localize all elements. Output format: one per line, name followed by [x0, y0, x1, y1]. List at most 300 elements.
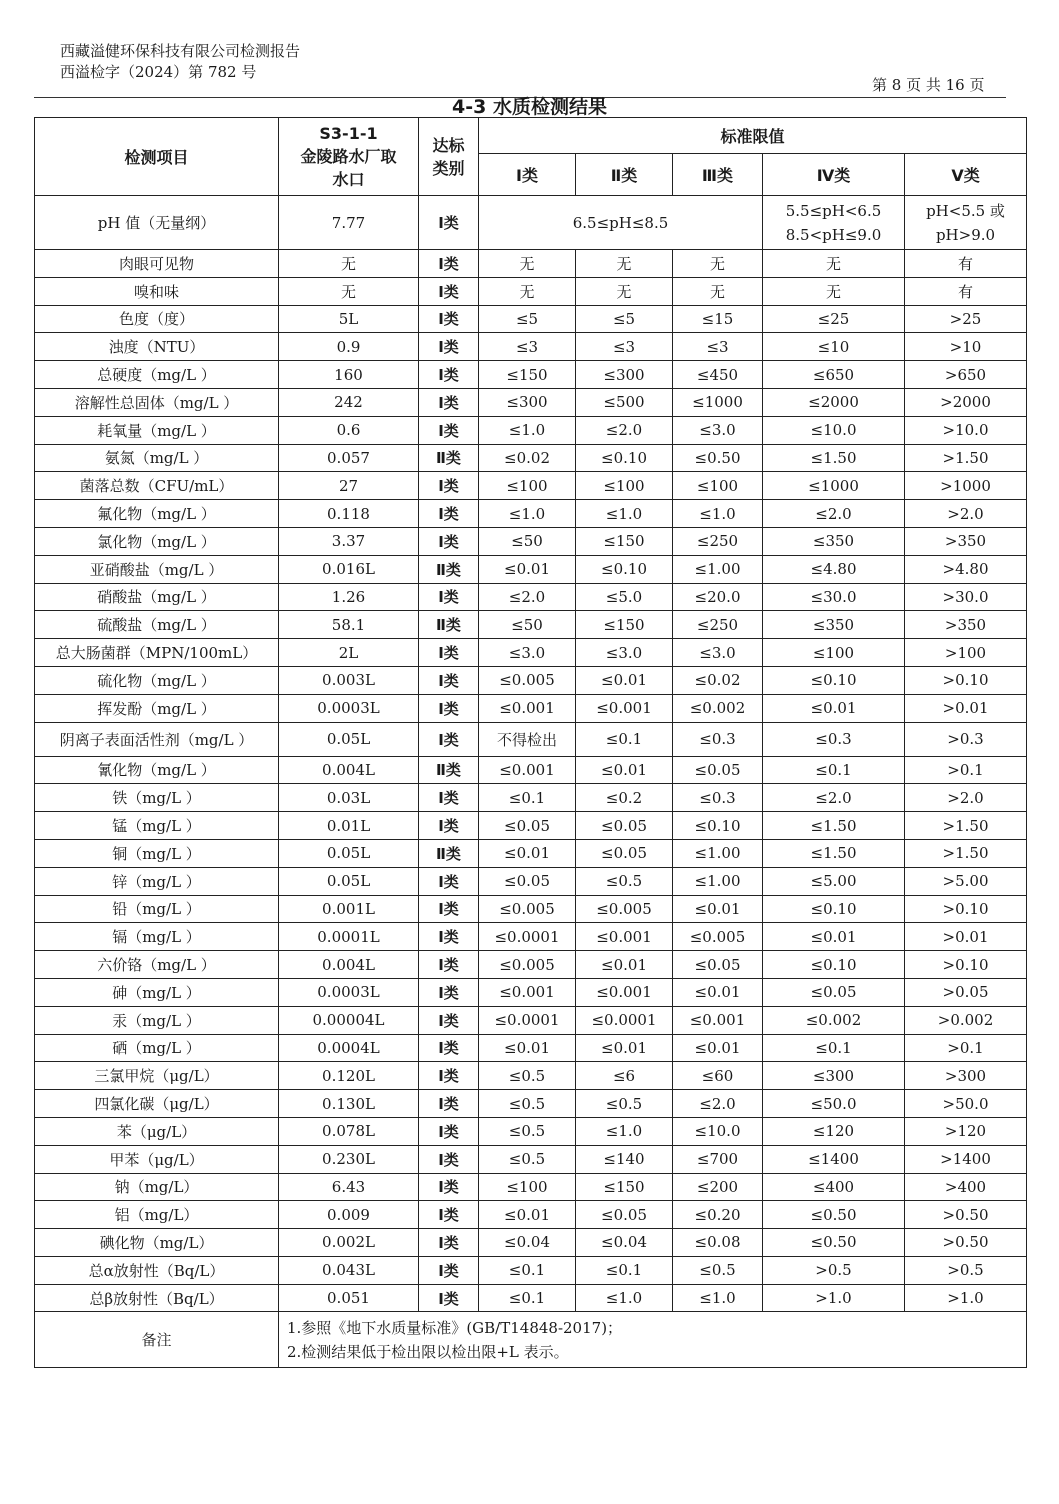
cell-limit-1: ≤0.5 — [479, 1117, 576, 1145]
cell-limit-2: ≤500 — [576, 388, 673, 416]
cell-limit-4: ≤25 — [763, 305, 905, 333]
cell-result: 0.001L — [279, 895, 419, 923]
cell-limit-4: ≤0.10 — [763, 895, 905, 923]
cell-limit-1: 无 — [479, 250, 576, 278]
cell-class: Ⅰ类 — [419, 784, 479, 812]
cell-limit-3: ≤0.20 — [673, 1201, 763, 1229]
cell-limit-2: ≤1.0 — [576, 1117, 673, 1145]
cell-item: 铝（mg/L） — [35, 1201, 279, 1229]
cell-result: 27 — [279, 472, 419, 500]
cell-item: 钠（mg/L） — [35, 1173, 279, 1201]
cell-result: 0.003L — [279, 666, 419, 694]
cell-class: Ⅱ类 — [419, 611, 479, 639]
cell-limit-1: ≤0.02 — [479, 444, 576, 472]
cell-result: 0.0003L — [279, 694, 419, 722]
cell-item: 甲苯（μg/L） — [35, 1145, 279, 1173]
header-class-1: Ⅰ类 — [479, 154, 576, 196]
cell-result: 0.016L — [279, 555, 419, 583]
cell-limit-3: ≤1000 — [673, 388, 763, 416]
cell-limit-5: >30.0 — [905, 583, 1027, 611]
cell-limit-2: ≤0.10 — [576, 555, 673, 583]
cell-class: Ⅰ类 — [419, 1117, 479, 1145]
cell-limit-3: 无 — [673, 250, 763, 278]
cell-limit-3: 无 — [673, 277, 763, 305]
table-row — [35, 639, 1027, 667]
cell-limit-2: ≤0.01 — [576, 756, 673, 784]
table-row — [35, 277, 1027, 305]
cell-limit-4: ≤1.50 — [763, 812, 905, 840]
cell-item: 四氯化碳（μg/L） — [35, 1090, 279, 1118]
cell-result: 1.26 — [279, 583, 419, 611]
cell-limit-1: ≤0.01 — [479, 1034, 576, 1062]
table-row — [35, 923, 1027, 951]
table-row — [35, 722, 1027, 756]
cell-class: Ⅰ类 — [419, 867, 479, 895]
cell-result: 7.77 — [279, 196, 419, 250]
table-body — [35, 196, 1027, 1312]
cell-limit-3: ≤450 — [673, 361, 763, 389]
cell-limit-1: ≤0.01 — [479, 555, 576, 583]
company-name: 西藏溢健环保科技有限公司检测报告 — [60, 42, 301, 60]
cell-class: Ⅰ类 — [419, 639, 479, 667]
cell-limit-3: ≤0.08 — [673, 1229, 763, 1257]
cell-item: 浊度（NTU） — [35, 333, 279, 361]
cell-result: 0.057 — [279, 444, 419, 472]
cell-limit-3: ≤0.3 — [673, 784, 763, 812]
cell-class: Ⅰ类 — [419, 1006, 479, 1034]
table-row — [35, 784, 1027, 812]
water-quality-results-table — [34, 117, 1027, 1368]
cell-limit-2: ≤100 — [576, 472, 673, 500]
cell-limit-2: ≤140 — [576, 1145, 673, 1173]
cell-limit-2: ≤0.10 — [576, 444, 673, 472]
cell-class: Ⅰ类 — [419, 1201, 479, 1229]
table-row — [35, 444, 1027, 472]
cell-limit-1: ≤0.1 — [479, 1284, 576, 1312]
cell-result: 160 — [279, 361, 419, 389]
table-row — [35, 1173, 1027, 1201]
cell-limit-3: ≤250 — [673, 527, 763, 555]
cell-limit-2: ≤0.05 — [576, 839, 673, 867]
cell-limit-2: ≤150 — [576, 1173, 673, 1201]
cell-limit-4: ≤30.0 — [763, 583, 905, 611]
cell-limit-5: >300 — [905, 1062, 1027, 1090]
header-sample — [279, 118, 419, 196]
cell-result: 6.43 — [279, 1173, 419, 1201]
cell-limit-1: ≤0.0001 — [479, 923, 576, 951]
cell-class: Ⅰ类 — [419, 722, 479, 756]
cell-limit-3: ≤700 — [673, 1145, 763, 1173]
cell-limit-1: ≤3 — [479, 333, 576, 361]
table-row — [35, 555, 1027, 583]
cell-limit-2: ≤0.1 — [576, 722, 673, 756]
cell-limit-3: ≤250 — [673, 611, 763, 639]
cell-result: 0.078L — [279, 1117, 419, 1145]
cell-limit-3: ≤0.002 — [673, 694, 763, 722]
cell-limit-3: ≤0.01 — [673, 895, 763, 923]
cell-result: 0.120L — [279, 1062, 419, 1090]
cell-limit-5: >1.50 — [905, 839, 1027, 867]
cell-result: 0.05L — [279, 722, 419, 756]
cell-limit-4: ≤0.01 — [763, 923, 905, 951]
cell-limit-4: ≤0.01 — [763, 694, 905, 722]
cell-limit-3: ≤1.00 — [673, 839, 763, 867]
cell-limit-5: >0.05 — [905, 978, 1027, 1006]
cell-limit-4: >1.0 — [763, 1284, 905, 1312]
cell-limit-5: >25 — [905, 305, 1027, 333]
cell-limit-2: ≤150 — [576, 527, 673, 555]
cell-limit-3: ≤2.0 — [673, 1090, 763, 1118]
cell-limit-5: >2.0 — [905, 500, 1027, 528]
cell-item: 肉眼可见物 — [35, 250, 279, 278]
notes-label: 备注 — [35, 1312, 279, 1368]
cell-limit-2: ≤0.001 — [576, 923, 673, 951]
cell-class: Ⅰ类 — [419, 472, 479, 500]
cell-limit-5: >100 — [905, 639, 1027, 667]
cell-limit-1: ≤50 — [479, 611, 576, 639]
cell-limit-1: ≤0.01 — [479, 1201, 576, 1229]
cell-result: 0.043L — [279, 1256, 419, 1284]
cell-limit-5: >0.10 — [905, 951, 1027, 979]
cell-limit-4: 无 — [763, 277, 905, 305]
cell-limit-3: ≤0.10 — [673, 812, 763, 840]
cell-limit-1: ≤0.005 — [479, 951, 576, 979]
ph-limit-5-line-2: pH>9.0 — [935, 225, 996, 244]
cell-item: 铜（mg/L ） — [35, 839, 279, 867]
cell-item: 色度（度） — [35, 305, 279, 333]
cell-result: 无 — [279, 250, 419, 278]
cell-limit-1: ≤0.001 — [479, 694, 576, 722]
cell-limit-4: ≤400 — [763, 1173, 905, 1201]
cell-limit-4: 无 — [763, 250, 905, 278]
cell-limit-4: ≤10 — [763, 333, 905, 361]
notes-content — [279, 1312, 1027, 1368]
cell-item: 汞（mg/L ） — [35, 1006, 279, 1034]
table-row — [35, 416, 1027, 444]
table-row — [35, 1062, 1027, 1090]
cell-limit-1: ≤100 — [479, 472, 576, 500]
cell-limit-5: >1.50 — [905, 444, 1027, 472]
cell-limit-5: >0.10 — [905, 666, 1027, 694]
table-row — [35, 1034, 1027, 1062]
cell-item: 氟化物（mg/L ） — [35, 500, 279, 528]
cell-limit-1: ≤0.1 — [479, 784, 576, 812]
cell-class: Ⅰ类 — [419, 1145, 479, 1173]
cell-limit-3: ≤60 — [673, 1062, 763, 1090]
cell-result: 0.004L — [279, 756, 419, 784]
results-table-wrapper — [34, 117, 1027, 1368]
header-class-4: Ⅳ类 — [763, 154, 905, 196]
header-sample-line-1: S3-1-1 — [319, 124, 378, 143]
cell-result: 0.004L — [279, 951, 419, 979]
cell-limit-3: ≤1.00 — [673, 555, 763, 583]
cell-limit-3: ≤100 — [673, 472, 763, 500]
table-row — [35, 978, 1027, 1006]
cell-limit-2: ≤2.0 — [576, 416, 673, 444]
cell-class: Ⅰ类 — [419, 923, 479, 951]
ph-limit-4-line-2: 8.5<pH≤9.0 — [785, 225, 882, 244]
notes-row — [35, 1312, 1027, 1368]
cell-limit-1: ≤0.001 — [479, 756, 576, 784]
cell-limit-3: ≤1.0 — [673, 500, 763, 528]
cell-class: Ⅰ类 — [419, 361, 479, 389]
cell-item: 总β放射性（Bq/L） — [35, 1284, 279, 1312]
page-number: 第 8 页 共 16 页 — [872, 76, 985, 94]
header-class-5: Ⅴ类 — [905, 154, 1027, 196]
table-row — [35, 839, 1027, 867]
cell-limit-5: >0.50 — [905, 1229, 1027, 1257]
cell-limit-1: ≤300 — [479, 388, 576, 416]
header-limits: 标准限值 — [479, 118, 1027, 154]
cell-class: Ⅰ类 — [419, 277, 479, 305]
cell-limit-4: ≤1000 — [763, 472, 905, 500]
cell-limit-1: ≤150 — [479, 361, 576, 389]
cell-limit-2: ≤0.05 — [576, 1201, 673, 1229]
cell-result: 0.0003L — [279, 978, 419, 1006]
cell-item: 铅（mg/L ） — [35, 895, 279, 923]
cell-limit-3: ≤10.0 — [673, 1117, 763, 1145]
cell-limit-1: ≤3.0 — [479, 639, 576, 667]
cell-result: 0.00004L — [279, 1006, 419, 1034]
cell-result: 0.118 — [279, 500, 419, 528]
cell-limit-3: ≤0.01 — [673, 1034, 763, 1062]
cell-limit-4: ≤2.0 — [763, 500, 905, 528]
cell-limit-4: ≤0.1 — [763, 1034, 905, 1062]
cell-limit-5: >10.0 — [905, 416, 1027, 444]
cell-item: 总硬度（mg/L ） — [35, 361, 279, 389]
cell-limit-1: ≤0.001 — [479, 978, 576, 1006]
cell-item: 总α放射性（Bq/L） — [35, 1256, 279, 1284]
cell-limit-4: ≤0.1 — [763, 756, 905, 784]
cell-limit-3: ≤3 — [673, 333, 763, 361]
table-row — [35, 611, 1027, 639]
cell-item: pH 值（无量纲） — [35, 196, 279, 250]
cell-limit-1: ≤2.0 — [479, 583, 576, 611]
cell-class: Ⅰ类 — [419, 500, 479, 528]
cell-limit-4: ≤0.10 — [763, 666, 905, 694]
cell-limit-4: ≤2.0 — [763, 784, 905, 812]
table-row-ph — [35, 196, 1027, 250]
cell-item: 苯（μg/L） — [35, 1117, 279, 1145]
cell-limit-5: >0.5 — [905, 1256, 1027, 1284]
cell-class: Ⅰ类 — [419, 305, 479, 333]
cell-class: Ⅰ类 — [419, 388, 479, 416]
cell-limit-1: 无 — [479, 277, 576, 305]
cell-limit-2: ≤0.0001 — [576, 1006, 673, 1034]
cell-result: 0.03L — [279, 784, 419, 812]
cell-limit-1: ≤0.5 — [479, 1090, 576, 1118]
cell-limit-5 — [905, 196, 1027, 250]
cell-limit-3: ≤0.02 — [673, 666, 763, 694]
cell-limit-5: >350 — [905, 527, 1027, 555]
cell-limit-3: ≤0.001 — [673, 1006, 763, 1034]
cell-limit-5: 有 — [905, 277, 1027, 305]
cell-item: 嗅和味 — [35, 277, 279, 305]
cell-result: 5L — [279, 305, 419, 333]
header-sample-line-3: 水口 — [332, 170, 365, 189]
cell-limit-4: ≤120 — [763, 1117, 905, 1145]
cell-class: Ⅰ类 — [419, 666, 479, 694]
cell-limit-1: ≤5 — [479, 305, 576, 333]
ph-limit-4-line-1: 5.5≤pH<6.5 — [785, 201, 882, 220]
report-number: 西溢检字（2024）第 782 号 — [60, 63, 257, 81]
cell-limit-2: ≤1.0 — [576, 500, 673, 528]
cell-class: Ⅱ类 — [419, 444, 479, 472]
cell-limit-3: ≤200 — [673, 1173, 763, 1201]
cell-class: Ⅰ类 — [419, 527, 479, 555]
cell-limit-3: ≤0.50 — [673, 444, 763, 472]
cell-result: 0.01L — [279, 812, 419, 840]
cell-limit-4 — [763, 196, 905, 250]
cell-limit-3: ≤0.05 — [673, 756, 763, 784]
cell-limit-2: ≤0.005 — [576, 895, 673, 923]
cell-limit-5: >2.0 — [905, 784, 1027, 812]
cell-limit-3: ≤0.3 — [673, 722, 763, 756]
cell-limit-4: ≤1.50 — [763, 444, 905, 472]
cell-item: 硒（mg/L ） — [35, 1034, 279, 1062]
cell-result: 0.002L — [279, 1229, 419, 1257]
header-class-line-2: 类别 — [432, 158, 465, 178]
cell-class: Ⅱ类 — [419, 756, 479, 784]
cell-limit-5: >0.002 — [905, 1006, 1027, 1034]
cell-class: Ⅰ类 — [419, 416, 479, 444]
cell-limit-2: ≤0.01 — [576, 666, 673, 694]
cell-item: 氨氮（mg/L ） — [35, 444, 279, 472]
cell-limit-2: ≤0.04 — [576, 1229, 673, 1257]
note-1: 1.参照《地下水质量标准》(GB/T14848-2017)； — [287, 1318, 623, 1337]
table-row — [35, 1145, 1027, 1173]
cell-limit-4: ≤1400 — [763, 1145, 905, 1173]
cell-result: 0.051 — [279, 1284, 419, 1312]
table-row — [35, 305, 1027, 333]
cell-limit-2: ≤5 — [576, 305, 673, 333]
table-row — [35, 867, 1027, 895]
cell-limit-5: >0.1 — [905, 1034, 1027, 1062]
cell-limit-2: ≤3.0 — [576, 639, 673, 667]
cell-class: Ⅰ类 — [419, 1284, 479, 1312]
cell-class: Ⅰ类 — [419, 812, 479, 840]
cell-limit-5: >50.0 — [905, 1090, 1027, 1118]
cell-result: 0.0004L — [279, 1034, 419, 1062]
cell-limit-5: >0.50 — [905, 1201, 1027, 1229]
header-class-line-1: 达标 — [432, 135, 465, 155]
cell-limit-2: ≤0.01 — [576, 951, 673, 979]
cell-item: 碘化物（mg/L） — [35, 1229, 279, 1257]
cell-limit-4: ≤350 — [763, 611, 905, 639]
cell-result: 0.05L — [279, 839, 419, 867]
cell-result: 242 — [279, 388, 419, 416]
cell-limit-1: ≤0.04 — [479, 1229, 576, 1257]
table-row — [35, 1006, 1027, 1034]
cell-result: 0.130L — [279, 1090, 419, 1118]
table-row — [35, 583, 1027, 611]
cell-limit-1: ≤0.0001 — [479, 1006, 576, 1034]
cell-limit-4: ≤0.002 — [763, 1006, 905, 1034]
table-row — [35, 756, 1027, 784]
cell-limit-4: ≤4.80 — [763, 555, 905, 583]
cell-limit-2: ≤3 — [576, 333, 673, 361]
header-class — [419, 118, 479, 196]
cell-limit-2: ≤0.001 — [576, 694, 673, 722]
table-title: 4-3 水质检测结果 — [452, 96, 607, 118]
cell-class: Ⅰ类 — [419, 1229, 479, 1257]
cell-item: 砷（mg/L ） — [35, 978, 279, 1006]
cell-limit-3: ≤1.0 — [673, 1284, 763, 1312]
cell-limit-1: ≤1.0 — [479, 416, 576, 444]
cell-item: 硫化物（mg/L ） — [35, 666, 279, 694]
cell-limit-5: >1400 — [905, 1145, 1027, 1173]
table-row — [35, 388, 1027, 416]
cell-limit-5: >0.3 — [905, 722, 1027, 756]
cell-limit-1: ≤0.01 — [479, 839, 576, 867]
cell-limit-5: >1.50 — [905, 812, 1027, 840]
cell-limit-2: ≤0.1 — [576, 1256, 673, 1284]
cell-limit-3: ≤1.00 — [673, 867, 763, 895]
cell-limit-3: ≤0.5 — [673, 1256, 763, 1284]
cell-class: Ⅰ类 — [419, 1256, 479, 1284]
cell-class: Ⅰ类 — [419, 951, 479, 979]
cell-result: 2L — [279, 639, 419, 667]
cell-class: Ⅰ类 — [419, 1173, 479, 1201]
cell-limit-4: ≤0.50 — [763, 1201, 905, 1229]
cell-limit-3: ≤0.05 — [673, 951, 763, 979]
table-row — [35, 250, 1027, 278]
cell-limit-2: ≤0.001 — [576, 978, 673, 1006]
cell-limit-2: ≤1.0 — [576, 1284, 673, 1312]
cell-limit-4: ≤650 — [763, 361, 905, 389]
table-row — [35, 1090, 1027, 1118]
ph-limit-5-line-1: pH<5.5 或 — [926, 201, 1005, 220]
header-item: 检测项目 — [35, 118, 279, 196]
cell-limit-2: 无 — [576, 277, 673, 305]
header-sample-line-2: 金陵路水厂取 — [300, 147, 397, 166]
cell-limit-1: ≤0.005 — [479, 895, 576, 923]
cell-item: 亚硝酸盐（mg/L ） — [35, 555, 279, 583]
table-row — [35, 1229, 1027, 1257]
cell-item: 铁（mg/L ） — [35, 784, 279, 812]
cell-limit-5: >4.80 — [905, 555, 1027, 583]
cell-limit-1: ≤100 — [479, 1173, 576, 1201]
cell-item: 挥发酚（mg/L ） — [35, 694, 279, 722]
cell-limit-3: ≤20.0 — [673, 583, 763, 611]
cell-class: Ⅰ类 — [419, 895, 479, 923]
cell-limit-2: ≤300 — [576, 361, 673, 389]
table-row — [35, 951, 1027, 979]
cell-limit-2: ≤0.01 — [576, 1034, 673, 1062]
cell-limit-1: ≤1.0 — [479, 500, 576, 528]
cell-item: 六价铬（mg/L ） — [35, 951, 279, 979]
cell-limit-1: ≤0.1 — [479, 1256, 576, 1284]
table-row — [35, 361, 1027, 389]
cell-result: 0.230L — [279, 1145, 419, 1173]
cell-item: 镉（mg/L ） — [35, 923, 279, 951]
cell-limit-4: ≤1.50 — [763, 839, 905, 867]
cell-limit-1: 不得检出 — [479, 722, 576, 756]
cell-limit-2: ≤0.2 — [576, 784, 673, 812]
cell-item: 耗氧量（mg/L ） — [35, 416, 279, 444]
table-row — [35, 472, 1027, 500]
cell-class: Ⅰ类 — [419, 583, 479, 611]
cell-result: 0.6 — [279, 416, 419, 444]
cell-limit-5: >350 — [905, 611, 1027, 639]
cell-class: Ⅱ类 — [419, 839, 479, 867]
cell-item: 溶解性总固体（mg/L ） — [35, 388, 279, 416]
cell-class: Ⅰ类 — [419, 250, 479, 278]
cell-limit-1: ≤0.005 — [479, 666, 576, 694]
cell-limit-5: >650 — [905, 361, 1027, 389]
cell-limit-4: ≤0.50 — [763, 1229, 905, 1257]
cell-item: 硫酸盐（mg/L ） — [35, 611, 279, 639]
